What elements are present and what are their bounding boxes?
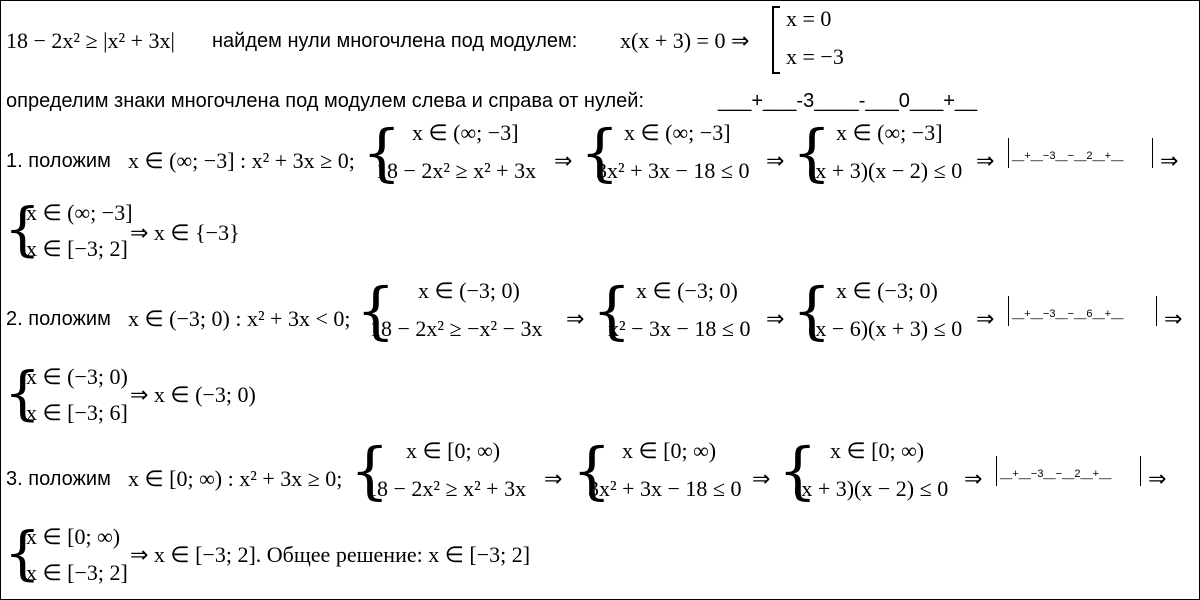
- case2-system-1-row-2: 18 − 2x² ≥ −x² − 3x: [370, 316, 543, 341]
- case3-system-1-row-1: x ∈ [0; ∞): [406, 438, 501, 463]
- case1-system-1-row-1: x ∈ (∞; −3]: [412, 120, 519, 145]
- case1-system-3-row-2: (x + 3)(x − 2) ≤ 0: [808, 158, 963, 183]
- brace-icon: {: [572, 434, 612, 507]
- root-2: x = −3: [786, 44, 844, 69]
- case2-system-2-row-2: x² − 3x − 18 ≤ 0: [608, 316, 751, 341]
- case1-system-4-row-2: x ∈ [−3; 2]: [26, 236, 128, 261]
- zeros-equation: x(x + 3) = 0 ⇒: [620, 28, 750, 53]
- case3-arrow-4: ⇒: [1148, 466, 1167, 491]
- signline-right-bar: [1140, 456, 1141, 486]
- case2-system-4-row-2: x ∈ [−3; 6]: [26, 400, 128, 425]
- case3-system-2-row-1: x ∈ [0; ∞): [622, 438, 717, 463]
- case1-intro: 1. положим: [6, 150, 111, 172]
- case2-system-2-row-1: x ∈ (−3; 0): [636, 278, 738, 303]
- case2-intro: 2. положим: [6, 308, 111, 330]
- case2-arrow-4: ⇒: [1164, 306, 1183, 331]
- signline-left-bar: [1008, 138, 1009, 168]
- case2-signline: __+__−3__−__6__+__: [1012, 308, 1124, 320]
- signline-right-bar: [1156, 296, 1157, 326]
- brace-icon: {: [350, 434, 390, 507]
- brace-icon: {: [792, 116, 832, 189]
- case3-arrow-2: ⇒: [752, 466, 771, 491]
- brace-icon: {: [592, 274, 632, 347]
- signs-line: ___+___-3____-___0___+__: [718, 90, 978, 112]
- brace-icon: {: [356, 274, 396, 347]
- case2-system-4-row-1: x ∈ (−3; 0): [26, 364, 128, 389]
- brace-icon: {: [580, 116, 620, 189]
- case3-system-3-row-1: x ∈ [0; ∞): [830, 438, 925, 463]
- case3-system-4-row-1: x ∈ [0; ∞): [26, 524, 121, 549]
- case1-signline: __+__−3__−__2__+__: [1012, 150, 1124, 162]
- case3-system-3-row-2: (x + 3)(x − 2) ≤ 0: [794, 476, 949, 501]
- case1-condition: x ∈ (∞; −3] : x² + 3x ≥ 0;: [128, 148, 355, 173]
- brace-icon: {: [4, 195, 41, 263]
- case1-system-1-row-2: 18 − 2x² ≥ x² + 3x: [376, 158, 537, 183]
- case1-system-2-row-1: x ∈ (∞; −3]: [624, 120, 731, 145]
- case3-intro: 3. положим: [6, 468, 111, 490]
- brace-icon: {: [4, 359, 41, 427]
- brace-icon: {: [792, 274, 832, 347]
- signline-right-bar: [1152, 138, 1153, 168]
- signline-left-bar: [1008, 296, 1009, 326]
- case1-arrow-4: ⇒: [1160, 148, 1179, 173]
- case3-system-1-row-2: 18 − 2x² ≥ x² + 3x: [366, 476, 527, 501]
- case3-signline: __+__−3__−__2__+__: [1000, 468, 1112, 480]
- case2-system-3-row-2: (x − 6)(x + 3) ≤ 0: [808, 316, 963, 341]
- signline-left-bar: [996, 456, 997, 486]
- brace-icon: {: [778, 434, 818, 507]
- case2-system-3-row-1: x ∈ (−3; 0): [836, 278, 938, 303]
- case3-result: ⇒ x ∈ [−3; 2]. Общее решение: x ∈ [−3; 2]: [130, 542, 531, 567]
- case3-arrow-3: ⇒: [964, 466, 983, 491]
- zeros-text: найдем нули многочлена под модулем:: [212, 30, 578, 52]
- case3-system-4-row-2: x ∈ [−3; 2]: [26, 560, 128, 585]
- case1-result: ⇒ x ∈ {−3}: [130, 220, 240, 245]
- case3-condition: x ∈ [0; ∞) : x² + 3x ≥ 0;: [128, 466, 343, 491]
- case2-system-1-row-1: x ∈ (−3; 0): [418, 278, 520, 303]
- case2-arrow-2: ⇒: [766, 306, 785, 331]
- case1-arrow-3: ⇒: [976, 148, 995, 173]
- brace-icon: {: [4, 519, 41, 587]
- roots-bracket: [772, 6, 780, 74]
- root-1: x = 0: [786, 6, 832, 31]
- case2-condition: x ∈ (−3; 0) : x² + 3x < 0;: [128, 306, 351, 331]
- case1-system-2-row-2: 3x² + 3x − 18 ≤ 0: [596, 158, 750, 183]
- case1-system-4-row-1: x ∈ (∞; −3]: [26, 200, 133, 225]
- case2-arrow-3: ⇒: [976, 306, 995, 331]
- case3-arrow-1: ⇒: [544, 466, 563, 491]
- brace-icon: {: [362, 116, 402, 189]
- case1-arrow-2: ⇒: [766, 148, 785, 173]
- case3-system-2-row-2: 3x² + 3x − 18 ≤ 0: [588, 476, 742, 501]
- case1-system-3-row-1: x ∈ (∞; −3]: [836, 120, 943, 145]
- signs-intro: определим знаки многочлена под модулем слева и справа от нулей:: [6, 90, 645, 112]
- case1-arrow-1: ⇒: [554, 148, 573, 173]
- case2-arrow-1: ⇒: [566, 306, 585, 331]
- main-inequality: 18 − 2x² ≥ |x² + 3x|: [6, 28, 175, 53]
- case2-result: ⇒ x ∈ (−3; 0): [130, 382, 256, 407]
